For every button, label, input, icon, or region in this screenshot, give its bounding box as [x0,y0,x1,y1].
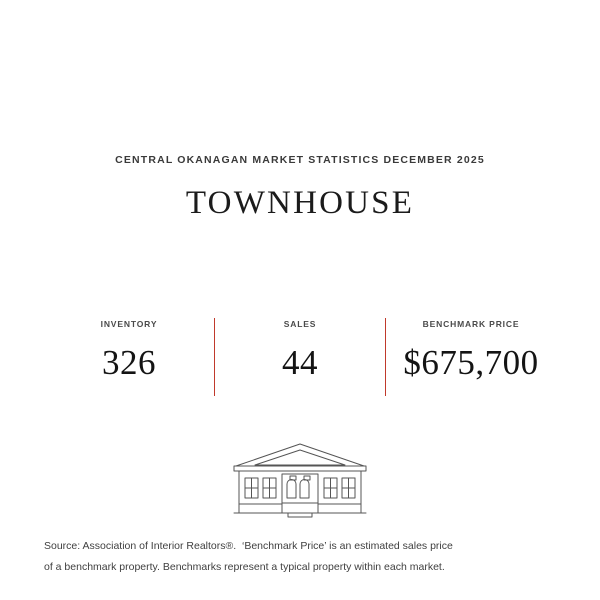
card-header [0,152,600,222]
stat-benchmark-price [386,318,556,396]
stat-value-sales: 44 [282,343,318,382]
stats-row [44,318,556,396]
page-title: TOWNHOUSE [185,185,415,221]
footnote-line-1: Source: Association of Interior Realtors®. ‘Benchmark Price’ is an estimated sales price [44,540,453,552]
stat-label-benchmark-price: BENCHMARK PRICE [422,319,520,329]
eyebrow-text: CENTRAL OKANAGAN MARKET STATISTICS DECEMBER 2025 [115,154,485,166]
stat-label-inventory: INVENTORY [100,319,158,329]
stat-value-benchmark-price: $675,700 [403,343,539,382]
stat-label-sales: SALES [283,319,317,329]
stat-inventory [44,318,214,396]
townhouse-building-icon [225,440,375,518]
stat-value-inventory: 326 [102,343,156,382]
footnote-line-2: of a benchmark property. Benchmarks represent a typical property within each market. [44,561,445,573]
footnote [44,536,560,578]
illustration-container [0,440,600,518]
stat-sales [215,318,385,396]
